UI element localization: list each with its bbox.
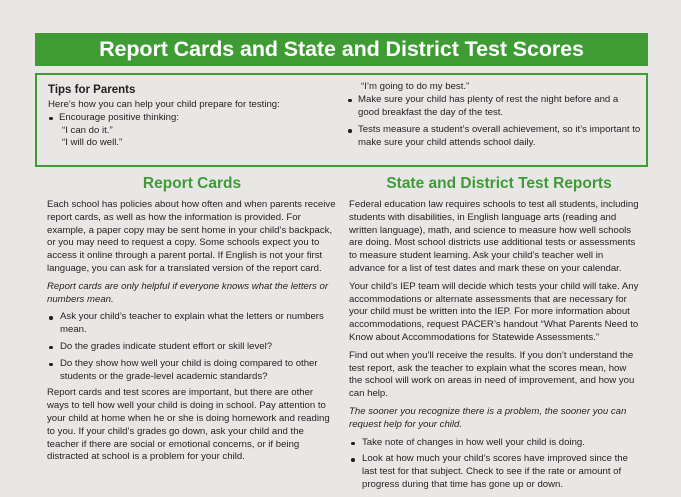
tips-right-column [347,81,642,150]
tips-bullet-attendance: Tests measure a student’s overall achievement, so it’s important to make sure your child attends school daily. [347,124,642,150]
tips-quote: “I will do well.” [62,137,123,149]
paragraph: Find out when you’ll receive the results. If you don’t understand the test report, ask the teacher to explain what the scores mean, how the school will work on areas in need of improvement, and how you can help. [349,349,635,400]
list-item: Look at how much your child’s scores have improved since the last test for that subject. Check to see if the rate or amount of progress during that time has gone up or down. [349,453,639,491]
list-item: Do they show how well your child is doing compared to other students or the grade-level academic standards? [47,358,337,384]
report-cards-heading: Report Cards [142,175,242,192]
paragraph: Report cards and test scores are important, but there are other ways to tell how well your child is doing in school. Pay attention to your child at home when he or she is doing homework and reading to you. If your child’s grades go down, ask your child and the teacher if there are social or emotional concerns, or if being distracted at school is a problem for your child. [47,387,330,463]
tips-quote: “I’m going to do my best.” [361,81,470,92]
tips-title: Tips for Parents [48,84,136,96]
italic-paragraph: Report cards are only helpful if everyone knows what the letters or numbers mean. [47,280,329,305]
tips-bullet-text: Encourage positive thinking: [59,111,179,123]
page-title-banner: Report Cards and State and District Test Scores [35,33,648,66]
paragraph: Federal education law requires schools to test all students, including students with disabilities, in English language arts (reading and written language), math, and science to measure how well schools are doing. Most school districts use additional tests or assessments to measure student learning. Ask your child’s teacher well in advance for a list of test dates and mark these on your calendar. [349,199,639,274]
tips-quote: “I can do it.” [62,124,113,136]
paragraph: Your child’s IEP team will decide which tests your child will take. Any accommodations or alternate assessments that are necessary for your child must be written into the IEP. For more information about accommodations, request PACER’s handout “What Parents Need to Know about Accommodations for Statewide Assessments.” [349,280,639,343]
list-item: Do the grades indicate student effort or skill level? [47,341,337,354]
tips-intro: Here’s how you can help your child prepare for testing: [48,99,280,110]
report-cards-column [47,175,337,469]
tips-left-column [48,84,338,150]
test-reports-column [349,175,639,496]
tips-for-parents-box [35,73,648,167]
paragraph: Each school has policies about how often and when parents receive report cards, as well as how the information is provided. For example, a paper copy may be sent home in your child’s backpack, or you may need to request a copy. Some schools expect you to access it online through a parent portal. If English is not your first language, you can ask for a translated version of the report card. [47,199,336,274]
list-item: Take note of changes in how well your child is doing. [349,437,639,450]
test-reports-heading: State and District Test Reports [386,175,612,192]
tips-bullet-rest: Make sure your child has plenty of rest the night before and a good breakfast the day of the test. [347,94,642,120]
tips-bullet-positive-thinking [48,112,338,125]
italic-paragraph: The sooner you recognize there is a problem, the sooner you can request help for your child. [349,405,627,430]
list-item: Ask your child’s teacher to explain what the letters or numbers mean. [47,311,337,337]
